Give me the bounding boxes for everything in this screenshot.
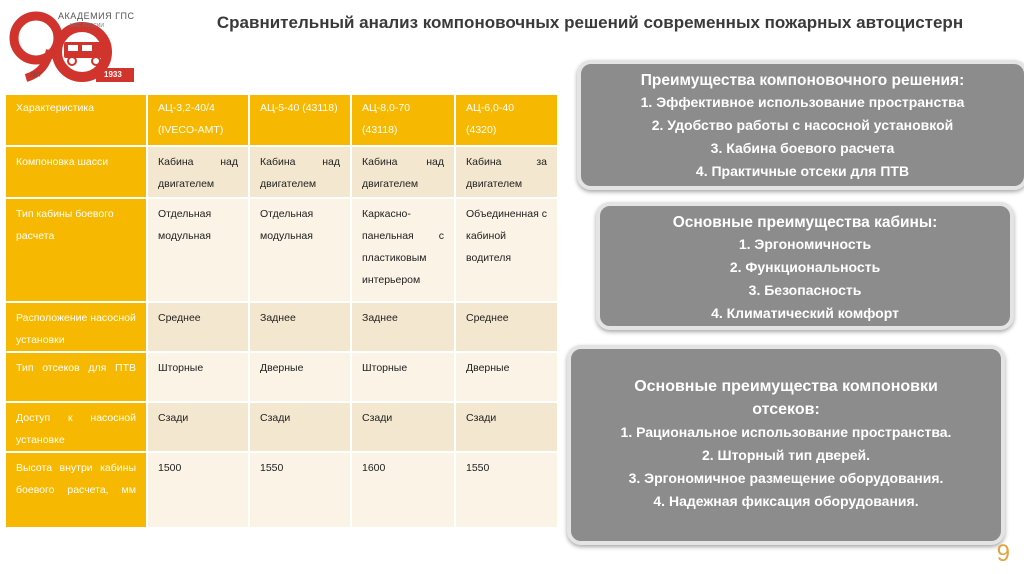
table-cell: Отдельная модульная [147,198,249,302]
box-heading: Основные преимущества кабины: [672,214,938,231]
table-cell: Объединенная с кабиной водителя [455,198,558,302]
compartment-advantages-box [567,345,1005,545]
row-label: Доступ к насосной установке [6,402,147,452]
row-label: Расположение насосной установки [6,302,147,352]
table-cell: Шторные [147,352,249,402]
table-row [6,198,558,302]
table-cell: Заднее [249,302,351,352]
table-row [6,402,558,452]
cabin-advantages-box [596,202,1014,330]
header-cell: АЦ-5-40 (43118) [249,95,351,146]
list-item: 1. Рациональное использование пространства. [620,424,952,440]
logo-years-label: ЛЕТ [30,73,42,79]
table-cell: Кабина за двигателем [455,146,558,198]
layout-advantages-box [577,60,1024,190]
list-item: 3. Эргономичное размещение оборудования. [628,470,944,486]
table-cell: Заднее [351,302,455,352]
list-item: 1. Эргономичность [738,236,872,252]
list-item: 2. Шторный тип дверей. [701,447,871,463]
table-cell: Сзади [351,402,455,452]
table-header-row [6,95,558,146]
list-item: 3. Безопасность [748,282,862,298]
table-cell: 1550 [455,452,558,528]
table-cell: 1550 [249,452,351,528]
page-number: 9 [996,540,1010,567]
table-cell: Дверные [455,352,558,402]
logo-ministry-text: МЧС РОССИИ [70,23,104,29]
table-cell: Дверные [249,352,351,402]
list-item: 4. Надежная фиксация оборудования. [653,493,919,509]
table-cell: Каркасно-панельная с пластиковым интерьером [351,198,455,302]
table-cell: Кабина над двигателем [249,146,351,198]
header-cell: Характеристика [6,95,147,146]
logo-academy-text: АКАДЕМИЯ ГПС [58,11,135,21]
table-cell: Отдельная модульная [249,198,351,302]
table-cell: Шторные [351,352,455,402]
table-cell: Среднее [147,302,249,352]
row-label: Компоновка шасси [6,146,147,198]
list-item: 2. Удобство работы с насосной установкой [651,117,954,133]
table-cell: Сзади [455,402,558,452]
table-cell: 1500 [147,452,249,528]
academy-logo [6,4,136,84]
table-cell: Среднее [455,302,558,352]
list-item: 3. Кабина боевого расчета [710,140,895,156]
row-label: Тип кабины боевого расчета [6,198,147,302]
row-label: Высота внутри кабины боевого расчета, мм [6,452,147,528]
table-row [6,352,558,402]
table-cell: Кабина над двигателем [351,146,455,198]
box-heading: Преимущества компоновочного решения: [640,72,965,89]
list-item: 1. Эффективное использование пространства [640,94,965,110]
table-cell: 1600 [351,452,455,528]
list-item: 4. Практичные отсеки для ПТВ [695,163,910,179]
header-cell: АЦ-3,2-40/4 (IVECO-AMT) [147,95,249,146]
header-cell: АЦ-6,0-40 (4320) [455,95,558,146]
table-cell: Сзади [249,402,351,452]
box-heading: Основные преимущества компоновки отсеков: [634,378,938,418]
logo-year-text: 1933 [104,70,122,79]
row-label: Тип отсеков для ПТВ [6,352,147,402]
table-row [6,452,558,528]
comparison-table [6,95,559,529]
header-cell: АЦ-8,0-70 (43118) [351,95,455,146]
table-row [6,146,558,198]
slide-title: Сравнительный анализ компоновочных решений современных пожарных автоцистерн [216,13,964,32]
list-item: 4. Климатический комфорт [711,305,899,321]
table-row [6,302,558,352]
list-item: 2. Функциональность [729,259,881,275]
table-cell: Сзади [147,402,249,452]
table-cell: Кабина над двигателем [147,146,249,198]
